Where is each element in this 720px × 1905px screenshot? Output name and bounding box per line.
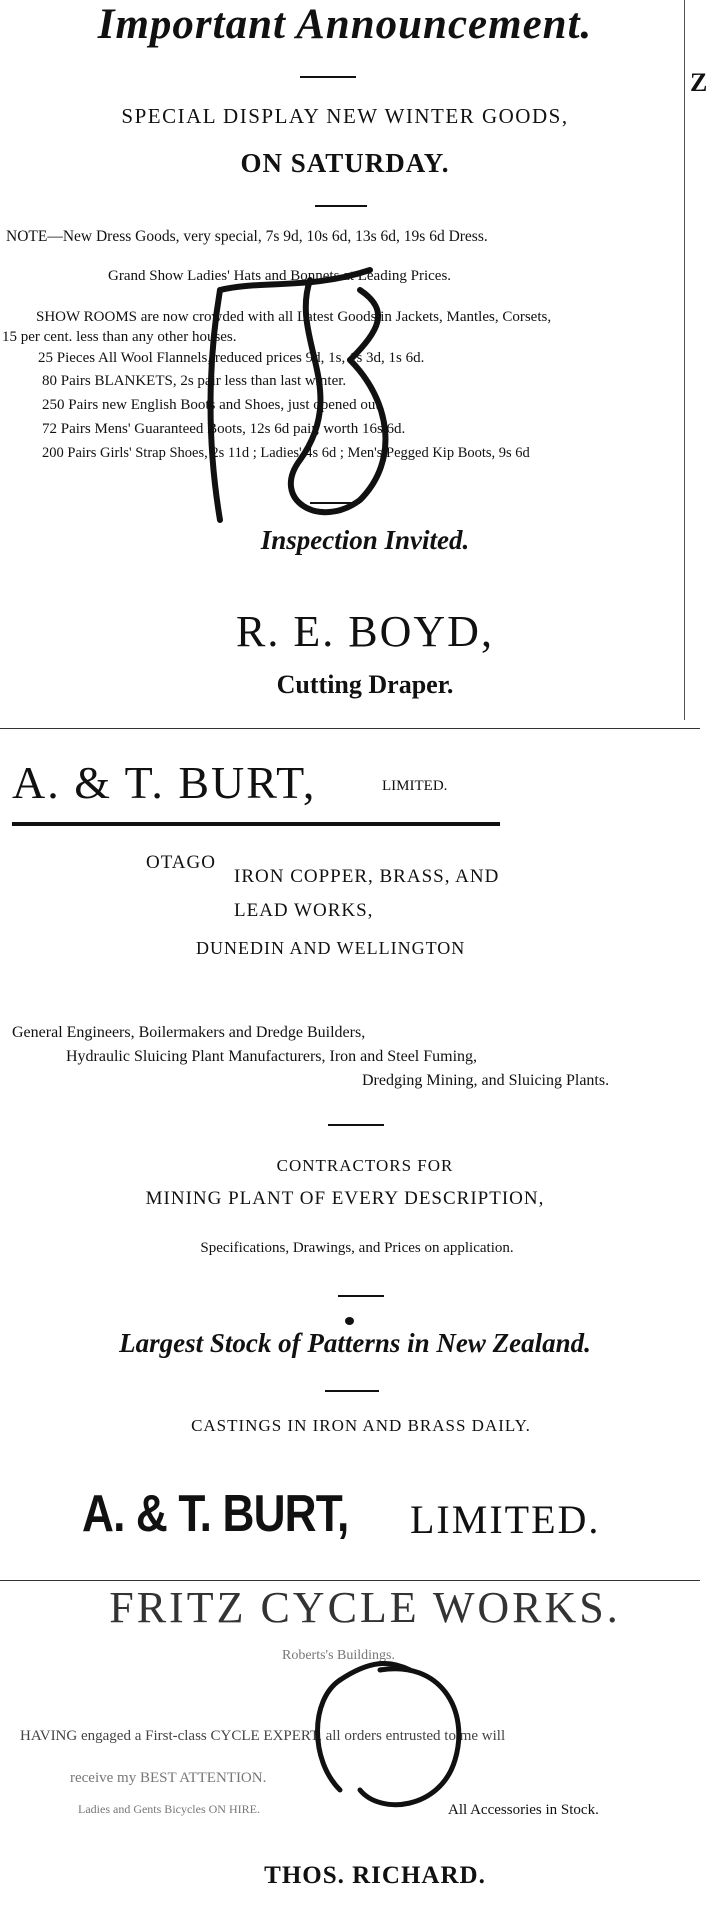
fritz-hire-line: Ladies and Gents Bicycles ON HIRE. (78, 1802, 260, 1816)
works-line-1: IRON COPPER, BRASS, AND (234, 866, 500, 887)
divider (310, 502, 360, 504)
divider (300, 76, 356, 78)
services-line-2: Hydraulic Sluicing Plant Manufacturers, Iron and Steel Fuming, (66, 1048, 478, 1065)
note-line: NOTE—New Dress Goods, very special, 7s 9d, 10s 6d, 13s 6d, 19s 6d Dress. (6, 228, 488, 245)
fritz-body-line-2: receive my BEST ATTENTION. (70, 1770, 267, 1786)
column-border (684, 0, 685, 720)
divider (315, 205, 367, 207)
services-line-1: General Engineers, Boilermakers and Dredge Builders, (12, 1024, 366, 1041)
fritz-owner: THOS. RICHARD. (264, 1862, 486, 1889)
announcement-heading: Important Announcement. (97, 1, 593, 48)
heavy-rule (12, 822, 500, 826)
subheading-winter-goods: SPECIAL DISPLAY NEW WINTER GOODS, (121, 104, 569, 128)
section-divider (0, 1580, 700, 1581)
inspection-invited: Inspection Invited. (260, 525, 470, 555)
burt-footer-name: A. & T. BURT, (82, 1485, 349, 1543)
hats-line: Grand Show Ladies' Hats and Bonnets at Leading Prices. (108, 268, 452, 284)
margin-fragment: Z (690, 68, 708, 97)
section-divider (0, 728, 700, 729)
services-line-3: Dredging Mining, and Sluicing Plants. (362, 1072, 610, 1089)
fritz-location: Roberts's Buildings. (282, 1648, 395, 1663)
subheading-saturday: ON SATURDAY. (240, 148, 450, 178)
showroom-line: SHOW ROOMS are now crowded with all Latest Goods in Jackets, Mantles, Corsets, (36, 309, 552, 325)
otago-label: OTAGO (146, 852, 216, 873)
fritz-accessories-line: All Accessories in Stock. (448, 1802, 599, 1818)
specifications-line: Specifications, Drawings, and Prices on application. (200, 1240, 514, 1256)
works-location: DUNEDIN AND WELLINGTON (196, 938, 466, 958)
works-line-2: LEAD WORKS, (234, 900, 374, 921)
stock-item-girls-shoes: 200 Pairs Girls' Strap Shoes, 2s 11d ; Ladies' 4s 6d ; Men's Pegged Kip Boots, 9s 6d (42, 445, 530, 461)
divider (338, 1295, 384, 1297)
stock-item-blankets: 80 Pairs BLANKETS, 2s pair less than last winter. (42, 373, 347, 389)
burt-name: A. & T. BURT, (12, 757, 317, 808)
stock-item-mens-boots: 72 Pairs Mens' Guaranteed Boots, 12s 6d pair, worth 16s 6d. (42, 421, 406, 437)
boyd-trade: Cutting Draper. (276, 670, 454, 699)
contractors-line-1: CONTRACTORS FOR (276, 1156, 454, 1175)
burt-footer-limited: LIMITED. (410, 1497, 601, 1542)
patterns-line: Largest Stock of Patterns in New Zealand. (119, 1328, 591, 1358)
fritz-title: FRITZ CYCLE WORKS. (109, 1583, 621, 1632)
fritz-body-line-1: HAVING engaged a First-class CYCLE EXPERT, all orders entrusted to me will (20, 1728, 506, 1744)
stock-item-flannels: 25 Pieces All Wool Flannels, reduced prices 9d, 1s, 1s 3d, 1s 6d. (38, 350, 425, 366)
contractors-line-2: MINING PLANT OF EVERY DESCRIPTION, (145, 1188, 545, 1209)
boyd-name: R. E. BOYD, (236, 607, 494, 656)
divider (325, 1390, 379, 1392)
showroom-line-2: 15 per cent. less than any other houses. (2, 329, 237, 345)
castings-line: CASTINGS IN IRON AND BRASS DAILY. (191, 1416, 531, 1435)
ink-dot (345, 1317, 354, 1325)
divider (328, 1124, 384, 1126)
stock-item-english-boots: 250 Pairs new English Boots and Shoes, just opened out. (42, 397, 384, 413)
burt-limited: LIMITED. (382, 778, 448, 794)
